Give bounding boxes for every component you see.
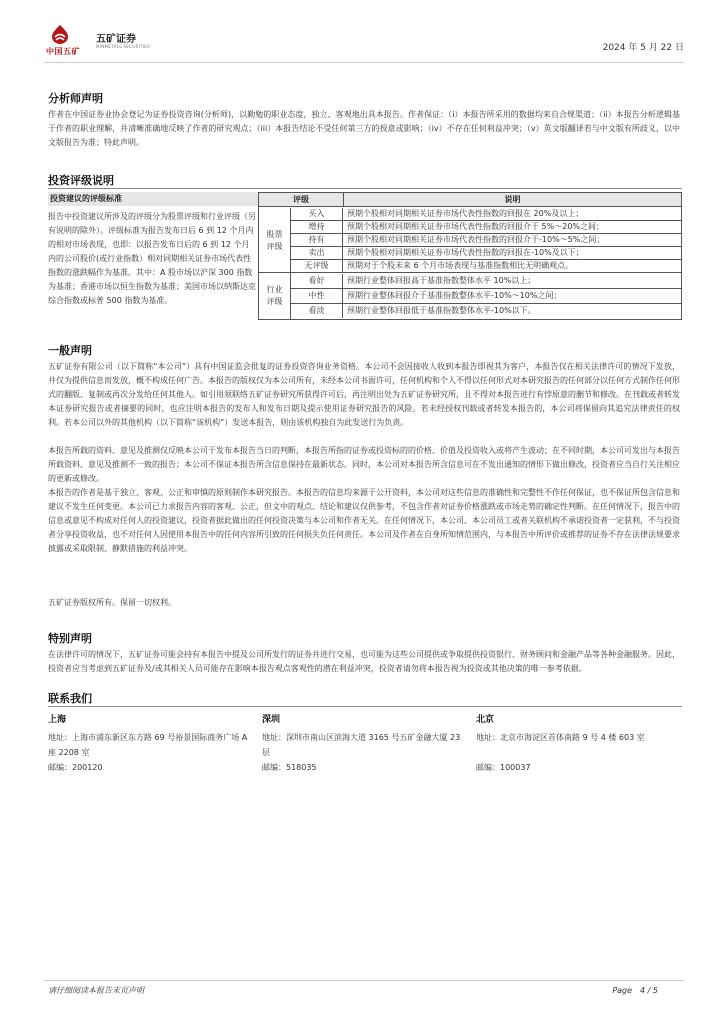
- special-statement-text: 在法律许可的情况下，五矿证券可能会持有本报告中提及公司所发行的证券并进行交易，也可能为这些公司提供或争取提供投资银行、财务顾问和金融产品等各种金融服务。因此，投资者应当考虑到五矿证券及/或其相关人员可能存在影响本报告观点客观性的潜在利益冲突，投资者请勿将本报告视为投资或其他决策的唯一参考依据。: [48, 650, 680, 673]
- footer-divider: [44, 980, 684, 981]
- industry-rating-label: 行业评级: [259, 273, 291, 319]
- rating-grid: [258, 192, 682, 320]
- rating-title: 投资评级说明: [48, 174, 114, 187]
- description-cell: 预期行业整体回报介于基准指数整体水平-10%～10%之间；: [347, 291, 562, 300]
- logo-name-text: 五矿证券: [96, 34, 136, 45]
- rating-cell: 看好: [291, 274, 343, 288]
- rating-cell: 卖出: [291, 247, 343, 259]
- special-statement-title: 特别声明: [48, 632, 92, 645]
- report-date: 2024 年 5 月 22 日: [602, 43, 684, 53]
- table-row: [291, 304, 681, 319]
- rating-cell: 买入: [291, 208, 343, 220]
- table-row: [291, 247, 681, 260]
- description-cell: 预期对于个股未来 6 个月市场表现与基准指数相比无明确观点。: [347, 261, 574, 270]
- logo-en-text: MINMETALS SECURITIES: [96, 44, 150, 49]
- minmetals-logo-icon: [50, 24, 70, 46]
- office-zip-beijing: 邮编：100037: [476, 763, 531, 772]
- office-address-shanghai: 地址：上海市浦东新区东方路 69 号裕景国际商务广场 A 座 2208 室: [48, 733, 248, 757]
- rating-header-row: [259, 193, 681, 207]
- table-row: [291, 234, 681, 247]
- contact-divider: [48, 706, 682, 707]
- rating-divider: [48, 188, 682, 189]
- office-address-shenzhen: 地址：深圳市南山区滨海大道 3165 号五矿金融大厦 23 层: [262, 733, 461, 757]
- table-row: [291, 221, 681, 234]
- analyst-statement-text: 作者在中国证券业协会登记为证券投资咨询(分析师)，以勤勉的职业态度，独立、客观地出具本报告。作者保证：（i）本报告所采用的数据均来自合规渠道；（ii）本报告分析逻辑基于作者的职业理解，并清晰准确地反映了作者的研究观点；（iii）本报告结论不受任何第三方的授意或影响；（iv）不存在任何利益冲突；（v）英文版翻译若与中文版有所歧义，以中文版报告为准；特此声明。: [48, 110, 680, 147]
- page-number: Page 4 / 5: [612, 986, 658, 995]
- office-city-shanghai: 上海: [48, 715, 67, 725]
- general-statement-p4: 五矿证券版权所有。保留一切权利。: [48, 598, 176, 607]
- contact-title: 联系我们: [48, 692, 92, 705]
- page-header: [44, 24, 684, 58]
- rating-cell: 持有: [291, 234, 343, 246]
- description-cell: 预期行业整体回报高于基准指数整体水平 10%以上；: [347, 276, 536, 285]
- office-city-shenzhen: 深圳: [262, 715, 281, 725]
- table-row: [291, 289, 681, 304]
- rating-standard-head: 投资建议的评级标准: [48, 192, 258, 206]
- office-zip-shanghai: 邮编：200120: [48, 763, 103, 772]
- office-zip-shenzhen: 邮编：518035: [262, 763, 317, 772]
- rating-cell: 无评级: [291, 260, 343, 272]
- general-statement-title: 一般声明: [48, 344, 92, 357]
- description-cell: 预期行业整体回报低于基准指数整体水平-10%以下。: [347, 306, 536, 315]
- analyst-statement-title: 分析师声明: [48, 92, 103, 105]
- rating-table: [48, 192, 682, 320]
- office-city-beijing: 北京: [476, 715, 495, 725]
- footer-disclaimer: 请仔细阅读本报告末页声明: [48, 986, 144, 995]
- office-address-beijing: 地址：北京市海淀区首体南路 9 号 4 楼 603 室: [476, 733, 645, 742]
- rating-cell: 中性: [291, 289, 343, 303]
- header-divider: [44, 62, 684, 63]
- general-statement-p3: 本报告的作者是基于独立、客观、公正和审慎的原则制作本研究报告。本报告的信息均来源于公开资料，本公司对这些信息的准确性和完整性不作任何保证，也不保证所包含信息和建议不发生任何变更。本公司已力求报告内容的客观、公正，但文中的观点、结论和建议仅供参考，不包含作者对证券价格涨跌或市场走势的确定性判断。在任何情况下，报告中的信息或意见不构成对任何人的投资建议，投资者据此做出的任何投资决策与本公司和作者无关。在任何情况下，本公司、本公司员工或者关联机构不承诺投资者一定获利，不与投资者分享投资收益，也不对任何人因使用本报告中的任何内容所引致的任何损失负任何责任。本公司及作者在自身所知情范围内，与本报告中所评价或推荐的证券不存在法律法规要求披露或采取限制、静默措施的利益冲突。: [48, 488, 680, 553]
- category-divider: [259, 272, 681, 273]
- table-row: [291, 274, 681, 289]
- rating-col-header: 评级: [293, 195, 309, 204]
- logo-cn-text: 中国五矿: [46, 47, 80, 56]
- stock-rating-label: 股票评级: [259, 208, 291, 273]
- description-cell: 预期个股相对同期相关证券市场代表性指数的回报在 20%及以上；: [347, 209, 584, 218]
- general-statement-p1: 五矿证券有限公司（以下简称“本公司”）具有中国证监会批复的证券投资咨询业务资格。本公司不会因接收人收到本报告即视其为客户，本报告仅在相关法律许可的情况下发放，并仅为提供信息而发放，概不构成任何广告。本报告的版权仅为本公司所有，未经本公司书面许可，任何机构和个人不得以任何形式对本研究报告的任何部分以任何方式制作任何形式的翻版、复制或再次分发给任何其他人。如引用须联络五矿证券研究所获得许可后，再注明出处为五矿证券研究所，且不得对本报告进行有悖原意的删节和修改。在刊载或者转发本证券研究报告或者摘要的同时，也应注明本报告的发布人和发布日期及提示使用证券研究报告的风险。若未经授权刊载或者转发本报告的，本公司将保留向其追究法律责任的权利。若本公司以外的其他机构（以下简称“该机构”）发送本报告，则由该机构独自为此发送行为负责。: [48, 362, 680, 427]
- description-col-header: 说明: [343, 193, 681, 207]
- rating-cell: 看淡: [291, 304, 343, 318]
- rating-standard-text: 报告中投资建议所涉及的评级分为股票评级和行业评级（另有说明的除外）。评级标准为报告发布日后 6 到 12 个月内的相对市场表现，也即：以报告发布日后的 6 到 12 个月内的公司股价(或行业指数）相对同期相关证券市场代表性指数的涨跌幅作为基准。其中：A 股市场以沪深 300 指数为基准；香港市场以恒生指数为基准；美国市场以纳斯达克综合指数或标普 500 指数为基准。: [48, 212, 256, 305]
- general-statement-p2: 本报告所载的资料、意见及推测仅反映本公司于发布本报告当日的判断，本报告所指的证券或投资标的的价格、价值及投资收入或将产生波动；在不同时期，本公司可发出与本报告所载资料、意见及推测不一致的报告；本公司不保证本报告所含信息保持在最新状态。同时，本公司对本报告所含信息可在不发出通知的情形下做出修改，投资者应当自行关注相应的更新或修改。: [48, 446, 680, 483]
- description-cell: 预期个股相对同期相关证券市场代表性指数的回报介于-10%～5%之间；: [347, 235, 605, 244]
- description-cell: 预期个股相对同期相关证券市场代表性指数的回报在-10%及以下；: [347, 248, 584, 257]
- rating-cell: 增持: [291, 221, 343, 233]
- table-row: [291, 208, 681, 221]
- description-cell: 预期个股相对同期相关证券市场代表性指数的回报介于 5%～20%之间；: [347, 222, 605, 231]
